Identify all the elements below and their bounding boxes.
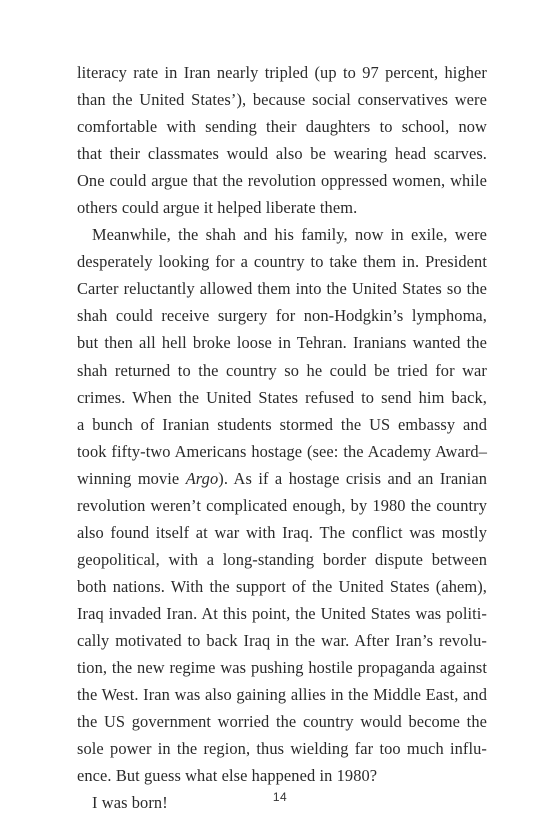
page-number: 14 (272, 790, 288, 804)
text-line: also found itself at war with Iraq. The conflict was mostly (77, 522, 487, 542)
text-line: ence. But guess what else happened in 1980? (77, 766, 378, 786)
text-line: the West. Iran was also gaining allies in the Middle East, and (77, 685, 487, 705)
text-line: geopolitical, with a long-standing border dispute between (77, 549, 487, 569)
movie-title: Argo (185, 468, 219, 488)
text-line: but then all hell broke loose in Tehran. Iranians wanted the (77, 333, 487, 353)
text-line: Meanwhile, the shah and his family, now in exile, were (92, 225, 487, 245)
text-line: comfortable with sending their daughters to school, now (77, 117, 487, 137)
text-line: that their classmates would also be wearing head scarves. (77, 144, 487, 164)
text-segment: ). As if a hostage crisis and an Iranian (218, 468, 487, 488)
book-page-body (77, 59, 487, 816)
text-line: shah could receive surgery for non-Hodgkin’s lymphoma, (77, 306, 487, 326)
paragraph-1 (77, 59, 487, 221)
text-line: I was born! (92, 793, 168, 813)
text-line: sole power in the region, thus wielding far too much influ- (77, 739, 487, 759)
text-line: shah returned to the country so he could be tried for war (77, 360, 487, 380)
text-line-with-italic-title (77, 465, 487, 492)
text-line: cally motivated to back Iraq in the war. After Iran’s revolu- (77, 630, 487, 650)
text-line: tion, the new regime was pushing hostile propaganda against (77, 658, 487, 678)
text-segment: winning movie (77, 468, 186, 488)
text-line: took fifty-two Americans hostage (see: the Academy Award– (77, 441, 487, 461)
text-line: One could argue that the revolution oppressed women, while (77, 171, 487, 191)
text-line: the US government worried the country would become the (77, 712, 487, 732)
text-line: revolution weren’t complicated enough, by 1980 the country (77, 495, 487, 515)
text-line: a bunch of Iranian students stormed the US embassy and (77, 414, 487, 434)
text-line: others could argue it helped liberate them. (77, 198, 358, 218)
text-line: than the United States’), because social conservatives were (77, 90, 487, 110)
text-line: crimes. When the United States refused to send him back, (77, 387, 487, 407)
paragraph-2 (77, 221, 487, 789)
text-line: Iraq invaded Iran. At this point, the United States was politi- (77, 603, 487, 623)
text-line: literacy rate in Iran nearly tripled (up to 97 percent, higher (77, 63, 487, 82)
text-line: Carter reluctantly allowed them into the United States so the (77, 279, 487, 299)
text-line: both nations. With the support of the United States (ahem), (77, 576, 487, 596)
text-line: desperately looking for a country to take them in. President (77, 252, 487, 272)
